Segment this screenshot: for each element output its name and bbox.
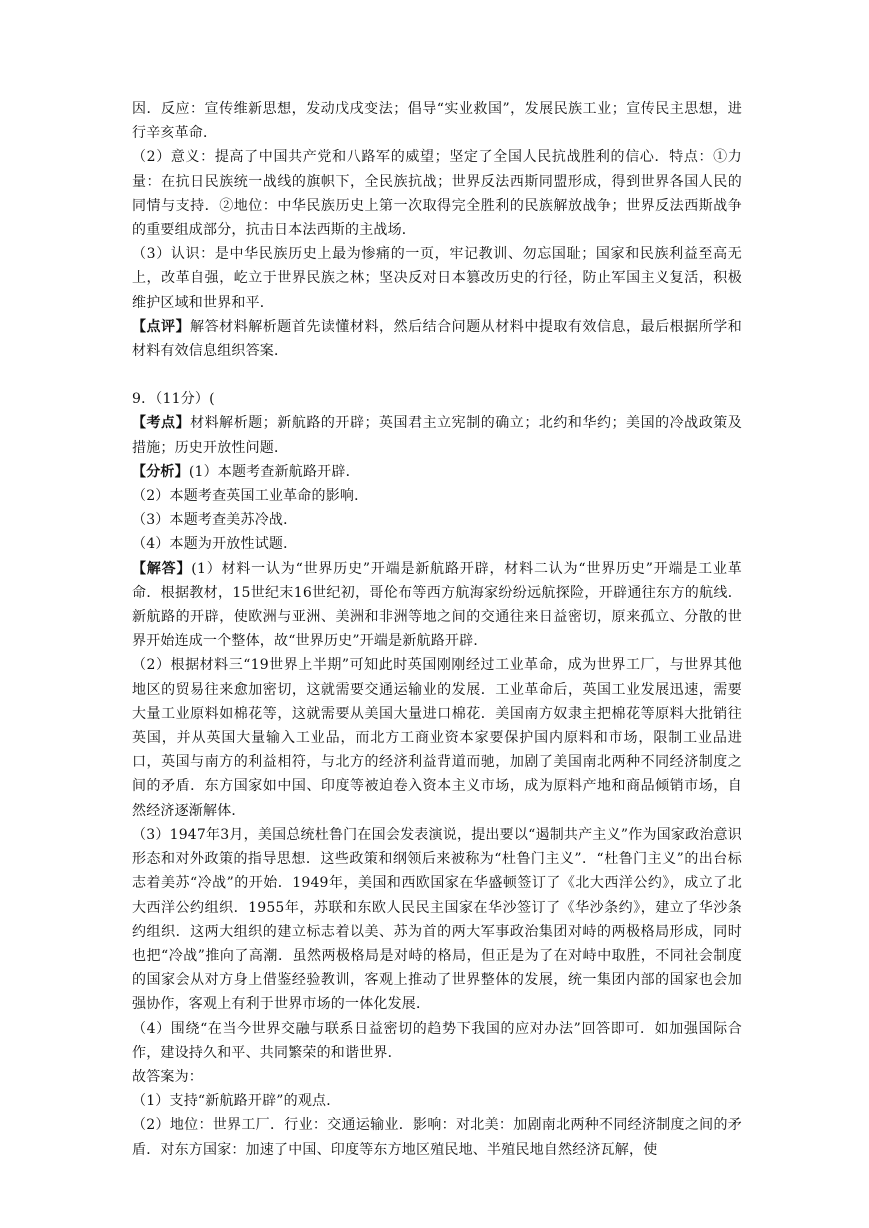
q9-jieda-paragraph-4: （4）围绕“在当今世界交融与联系日益密切的趋势下我国的应对办法”回答即可．如加强国际合作，建设持久和平、共同繁荣的和谐世界． bbox=[132, 1020, 742, 1061]
comment-tag: 【点评】 bbox=[132, 318, 191, 335]
jieda-text-1: (1）材料一认为“世界历史”开端是新航路开辟，材料二认为“世界历史”开端是工业革命．根据教材，15世纪末16世纪初，哥伦布等西方航海家纷纷远航探险，开辟通往东方的航线．新航路的开辟，使欧洲与亚洲、美洲和非洲等地之间的交通往来日益密切，原来孤立、分散的世界开始连成一个整体，故“世界历史”开端是新航路开辟． bbox=[132, 560, 742, 650]
q8-reaction-paragraph: 因．反应：宣传维新思想，发动戊戌变法；倡导“实业救国”，发展民族工业；宣传民主思想，进行辛亥革命． bbox=[132, 101, 742, 142]
comment-text: 解答材料解析题首先读懂材料，然后结合问题从材料中提取有效信息，最后根据所学和材料有效信息组织答案． bbox=[132, 318, 742, 360]
q8-significance-paragraph: （2）意义：提高了中国共产党和八路军的威望；坚定了全国人民抗战胜利的信心．特点：①力量：在抗日民族统一战线的旗帜下，全民族抗战；世界反法西斯同盟形成，得到世界各国人民的同情与支持．②地位：中华民族历史上第一次取得完全胜利的民族解放战争；世界反法西斯战争的重要组成部分，抗击日本法西斯的主战场． bbox=[132, 149, 742, 239]
section-gap bbox=[132, 363, 742, 387]
fenxi-text-1: (1）本题考查新航路开辟． bbox=[188, 463, 360, 480]
q9-fenxi-paragraph bbox=[132, 460, 742, 484]
jieda-tag: 【解答】 bbox=[132, 560, 192, 577]
q9-header: 9．（11分）( bbox=[132, 391, 215, 408]
q9-answer-2: （2）地位：世界工厂．行业：交通运输业．影响：对北美：加剧南北两种不同经济制度之间的矛盾．对东方国家：加速了中国、印度等东方地区殖民地、半殖民地自然经济瓦解，使 bbox=[132, 1117, 742, 1158]
kaodian-tag: 【考点】 bbox=[132, 415, 191, 432]
q9-kaodian-paragraph bbox=[132, 411, 742, 459]
kaodian-text: 材料解析题；新航路的开辟；英国君主立宪制的确立；北约和华约；美国的冷战政策及措施；历史开放性问题． bbox=[132, 415, 742, 456]
q9-jieda-paragraph-1 bbox=[132, 557, 742, 654]
fenxi-tag: 【分析】 bbox=[132, 463, 189, 480]
q9-answer-intro: 故答案为： bbox=[132, 1068, 203, 1085]
q9-answer-1: （1）支持“新航路开辟”的观点． bbox=[132, 1093, 341, 1110]
q9-fenxi-4: （4）本题为开放性试题． bbox=[132, 536, 298, 553]
q9-fenxi-2: （2）本题考查英国工业革命的影响． bbox=[132, 488, 369, 505]
q9-jieda-paragraph-3: （3）1947年3月，美国总统杜鲁门在国会发表演说，提出要以“遏制共产主义”作为国家政治意识形态和对外政策的指导思想．这些政策和纲领后来被称为“杜鲁门主义”．“杜鲁门主义”的出台标志着美苏“冷战”的开始．1949年，美国和西欧国家在华盛顿签订了《北大西洋公约》，成立了北大西洋公约组织．1955年，苏联和东欧人民民主国家在华沙签订了《华沙条约》，建立了华沙条约组织．这两大组织的建立标志着以美、苏为首的两大军事政治集团对峙的两极格局形成，同时也把“冷战”推向了高潮．虽然两极格局是对峙的格局，但正是为了在对峙中取胜，不同社会制度的国家会从对方身上借鉴经验教训，客观上推动了世界整体的发展，统一集团内部的国家也会加强协作，客观上有利于世界市场的一体化发展． bbox=[132, 826, 742, 1013]
q9-jieda-paragraph-2: （2）根据材料三“19世界上半期”可知此时英国刚刚经过工业革命，成为世界工厂，与世界其他地区的贸易往来愈加密切，这就需要交通运输业的发展．工业革命后，英国工业发展迅速，需要大量工业原料如棉花等，这就需要从美国大量进口棉花．美国南方奴隶主把棉花等原料大批销往英国，并从英国大量输入工业品，而北方工商业资本家要保护国内原料和市场，限制工业品进口，英国与南方的利益相符，与北方的经济利益背道而驰，加剧了美国南北两种不同经济制度之间的矛盾．东方国家如中国、印度等被迫卷入资本主义市场，成为原料产地和商品倾销市场，自然经济逐渐解体． bbox=[132, 657, 742, 819]
document-page bbox=[132, 97, 742, 1162]
q9-fenxi-3: （3）本题考查美苏冷战． bbox=[132, 512, 298, 529]
q8-understanding-paragraph: （3）认识：是中华民族历史上最为惨痛的一页，牢记教训、勿忘国耻；国家和民族利益至高无上，改革自强，屹立于世界民族之林；坚决反对日本篡改历史的行径，防止军国主义复活，积极维护区域和世界和平． bbox=[132, 246, 742, 311]
q8-comment-paragraph bbox=[132, 315, 742, 363]
